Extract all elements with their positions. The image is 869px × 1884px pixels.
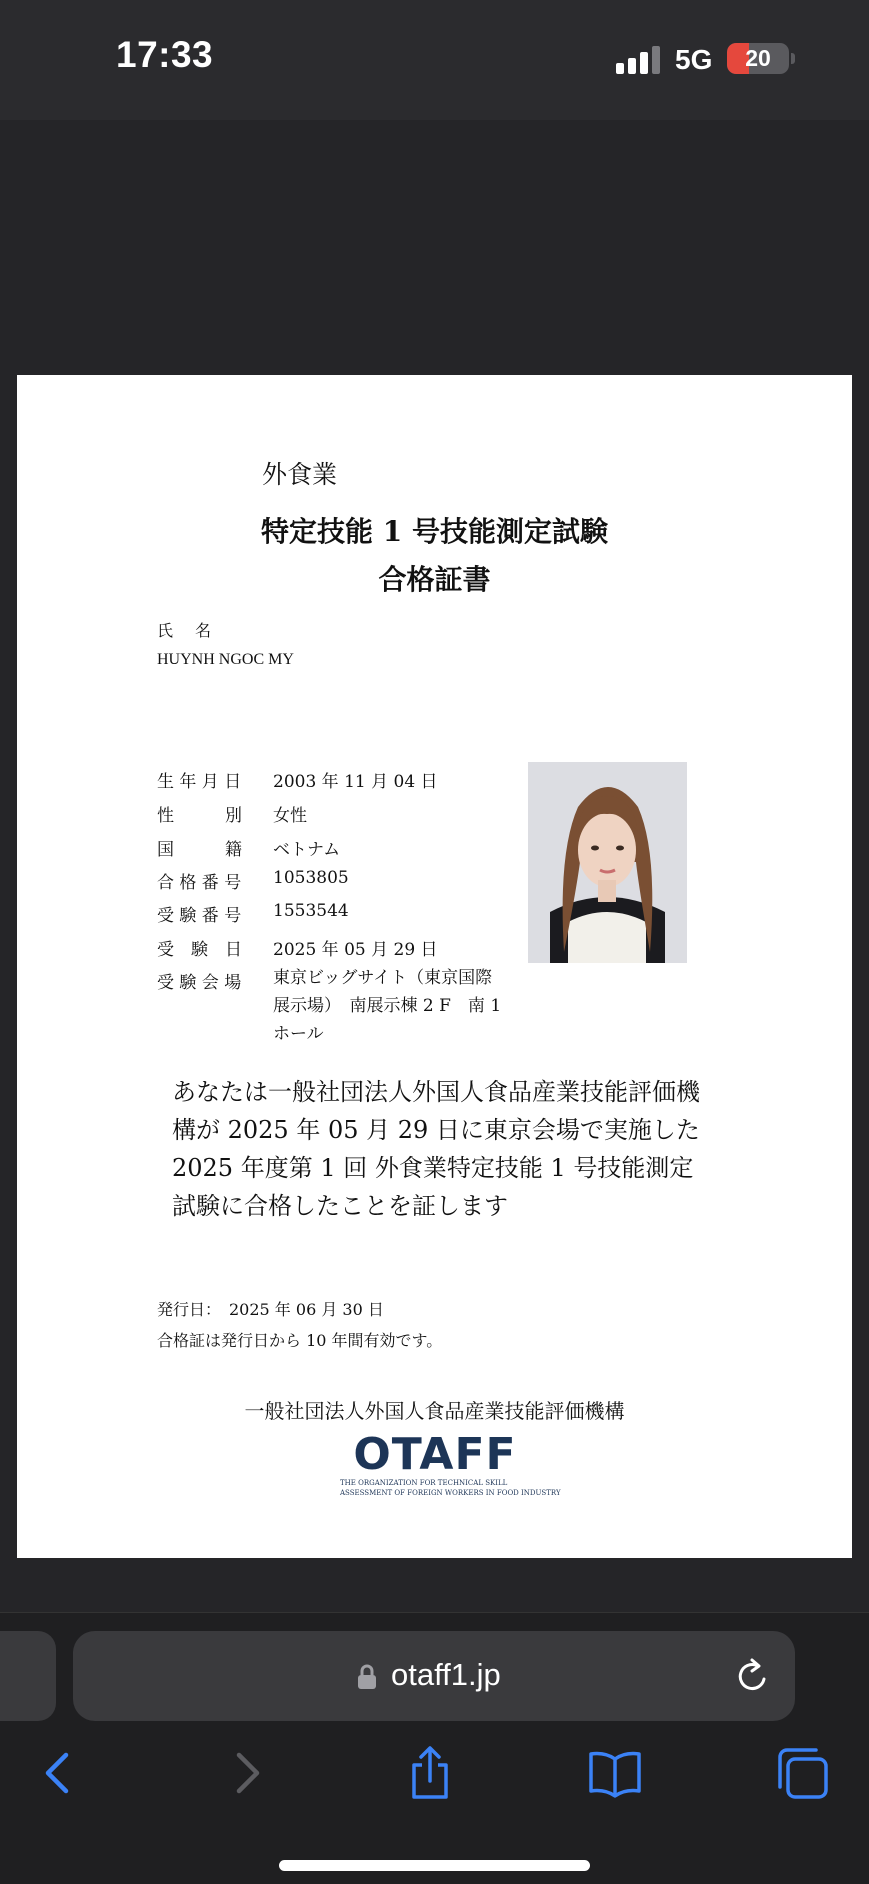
- info-value: 1053805: [273, 868, 349, 888]
- info-value: 2025 年 05 月 29 日: [273, 940, 438, 960]
- tabs-icon[interactable]: [772, 1743, 832, 1803]
- logo-text: OTAFF: [353, 1429, 517, 1480]
- validity-note: 合格証は発行日から 10 年間有効です。: [157, 1331, 443, 1350]
- battery-level: 20: [745, 45, 771, 71]
- signal-icon: [616, 46, 662, 74]
- certificate-document: [17, 375, 852, 1558]
- home-indicator[interactable]: [279, 1860, 590, 1871]
- battery-cap: [791, 53, 795, 64]
- url-text: otaff1.jp: [391, 1657, 501, 1692]
- logo-subtitle: THE ORGANIZATION FOR TECHNICAL SKILL: [340, 1479, 508, 1487]
- applicant-photo: [528, 762, 687, 963]
- info-value: 東京ビッグサイト（東京国際展示場） 南展示棟 2 F 南 1 ホール: [273, 968, 502, 1044]
- logo-subtitle: ASSESSMENT OF FOREIGN WORKERS IN FOOD INDUSTRY: [340, 1489, 561, 1497]
- info-label: 受 験 会 場: [157, 973, 242, 993]
- battery-icon: [727, 43, 789, 74]
- info-label: 生 年 月 日: [157, 772, 242, 792]
- status-bar: [0, 0, 869, 120]
- status-time: 17:33: [116, 34, 214, 75]
- otaff-logo: [340, 1429, 561, 1501]
- info-value: ベトナム: [273, 840, 341, 860]
- certificate-subtitle: 合格証書: [378, 563, 491, 596]
- certificate-title: 特定技能 1 号技能測定試験: [261, 515, 608, 548]
- info-label: 合 格 番 号: [157, 873, 242, 893]
- book-icon[interactable]: [585, 1743, 645, 1803]
- chevron-left-icon[interactable]: [28, 1743, 88, 1803]
- info-label: 受 験 番 号: [157, 906, 242, 926]
- chevron-right-icon[interactable]: [217, 1743, 277, 1803]
- info-value: 女性: [273, 806, 307, 826]
- reload-icon[interactable]: [733, 1657, 771, 1695]
- info-value: 1553544: [273, 901, 349, 921]
- browser-toolbar: [0, 1612, 869, 1884]
- web-content[interactable]: [0, 120, 869, 1612]
- certificate-category: 外食業: [262, 460, 338, 489]
- certificate-statement: あなたは一般社団法人外国人食品産業技能評価機構が 2025 年 05 月 29 日に東京会場で実施した 2025 年度第 1 回 外食業特定技能 1 号技能測定試験に合格したことを証します: [172, 1078, 700, 1220]
- share-icon[interactable]: [400, 1743, 460, 1803]
- previous-tab-preview[interactable]: [0, 1631, 56, 1721]
- name-value: HUYNH NGOC MY: [157, 651, 294, 668]
- network-type: 5G: [675, 44, 713, 75]
- organization-name: 一般社団法人外国人食品産業技能評価機構: [244, 1399, 625, 1423]
- info-value: 2003 年 11 月 04 日: [273, 772, 438, 792]
- name-label: 氏名: [157, 621, 234, 640]
- info-label: 性 別: [157, 806, 242, 826]
- lock-icon: [357, 1664, 377, 1690]
- issue-date: 発行日： 2025 年 06 月 30 日: [157, 1300, 384, 1319]
- address-bar[interactable]: [73, 1631, 795, 1721]
- info-label: 受 験 日: [157, 940, 242, 960]
- info-label: 国 籍: [157, 840, 242, 860]
